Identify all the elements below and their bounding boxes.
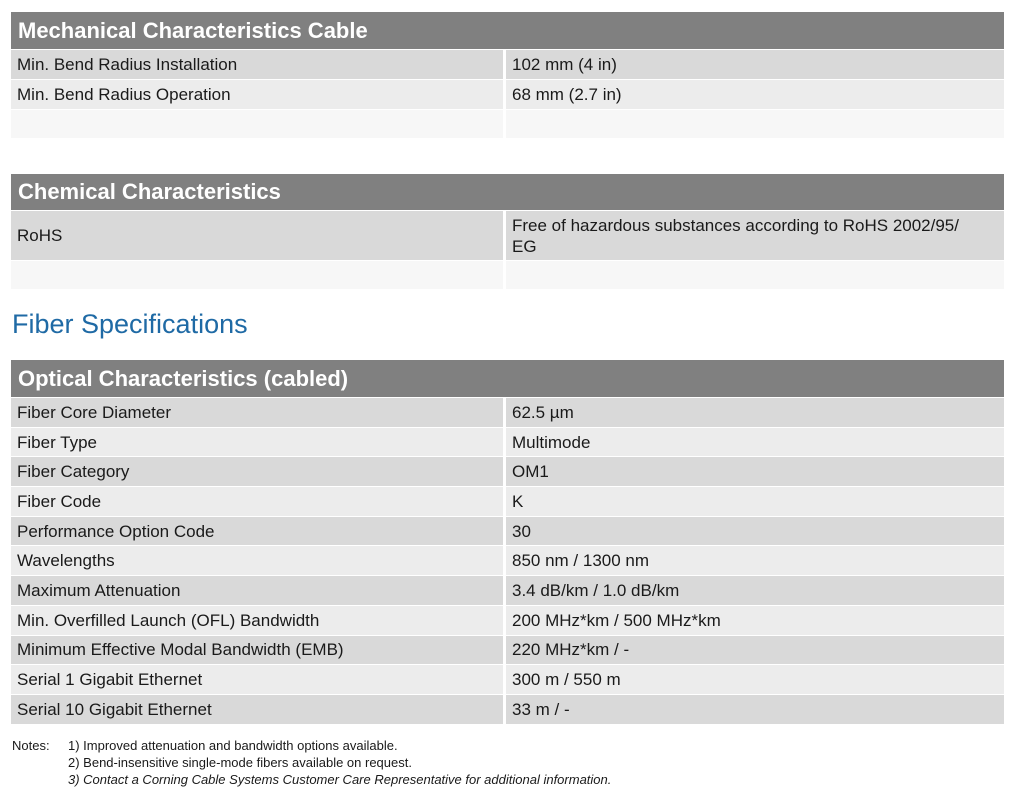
row-label: Serial 1 Gigabit Ethernet bbox=[11, 665, 506, 694]
table-row bbox=[11, 397, 1004, 427]
row-label: Min. Bend Radius Operation bbox=[11, 80, 506, 109]
mechanical-header: Mechanical Characteristics Cable bbox=[11, 12, 1004, 49]
table-row bbox=[11, 635, 1004, 665]
row-label: Wavelengths bbox=[11, 546, 506, 575]
optical-header: Optical Characteristics (cabled) bbox=[11, 360, 1004, 397]
table-row bbox=[11, 664, 1004, 694]
row-value: Free of hazardous substances according to RoHS 2002/95/ EG bbox=[506, 211, 1004, 260]
note-item: 3) Contact a Corning Cable Systems Customer Care Representative for additional information. bbox=[68, 772, 612, 787]
note-item: 2) Bend-insensitive single-mode fibers available on request. bbox=[68, 755, 412, 770]
row-value: 200 MHz*km / 500 MHz*km bbox=[506, 606, 1004, 635]
chemical-header: Chemical Characteristics bbox=[11, 174, 1004, 210]
row-value: Multimode bbox=[506, 428, 1004, 457]
table-row bbox=[11, 427, 1004, 457]
row-value: 3.4 dB/km / 1.0 dB/km bbox=[506, 576, 1004, 605]
row-value: 68 mm (2.7 in) bbox=[506, 80, 1004, 109]
row-value: OM1 bbox=[506, 457, 1004, 486]
row-value: 62.5 µm bbox=[506, 398, 1004, 427]
row-value: 300 m / 550 m bbox=[506, 665, 1004, 694]
row-label: Fiber Code bbox=[11, 487, 506, 516]
row-value: 102 mm (4 in) bbox=[506, 50, 1004, 79]
table-row bbox=[11, 694, 1004, 724]
table-row-blank bbox=[11, 260, 1004, 289]
mechanical-table bbox=[11, 12, 1004, 138]
table-row bbox=[11, 605, 1004, 635]
table-row bbox=[11, 486, 1004, 516]
row-label: Serial 10 Gigabit Ethernet bbox=[11, 695, 506, 724]
row-label: RoHS bbox=[11, 211, 506, 260]
chemical-table bbox=[11, 174, 1004, 289]
row-value: 33 m / - bbox=[506, 695, 1004, 724]
row-label: Minimum Effective Modal Bandwidth (EMB) bbox=[11, 636, 506, 665]
table-row bbox=[11, 456, 1004, 486]
optical-table bbox=[11, 360, 1004, 724]
table-row bbox=[11, 516, 1004, 546]
row-label: Min. Bend Radius Installation bbox=[11, 50, 506, 79]
row-value: 850 nm / 1300 nm bbox=[506, 546, 1004, 575]
row-label: Maximum Attenuation bbox=[11, 576, 506, 605]
table-row bbox=[11, 79, 1004, 109]
row-value: 30 bbox=[506, 517, 1004, 546]
row-label: Fiber Category bbox=[11, 457, 506, 486]
table-row-blank bbox=[11, 109, 1004, 138]
note-item: 1) Improved attenuation and bandwidth options available. bbox=[68, 738, 398, 753]
row-label: Fiber Core Diameter bbox=[11, 398, 506, 427]
row-label: Performance Option Code bbox=[11, 517, 506, 546]
row-value: K bbox=[506, 487, 1004, 516]
table-row bbox=[11, 210, 1004, 260]
notes-label: Notes: bbox=[12, 738, 50, 753]
table-row bbox=[11, 575, 1004, 605]
row-value: 220 MHz*km / - bbox=[506, 636, 1004, 665]
row-label: Fiber Type bbox=[11, 428, 506, 457]
row-label: Min. Overfilled Launch (OFL) Bandwidth bbox=[11, 606, 506, 635]
fiber-specifications-title: Fiber Specifications bbox=[12, 309, 248, 339]
table-row bbox=[11, 545, 1004, 575]
table-row bbox=[11, 49, 1004, 79]
